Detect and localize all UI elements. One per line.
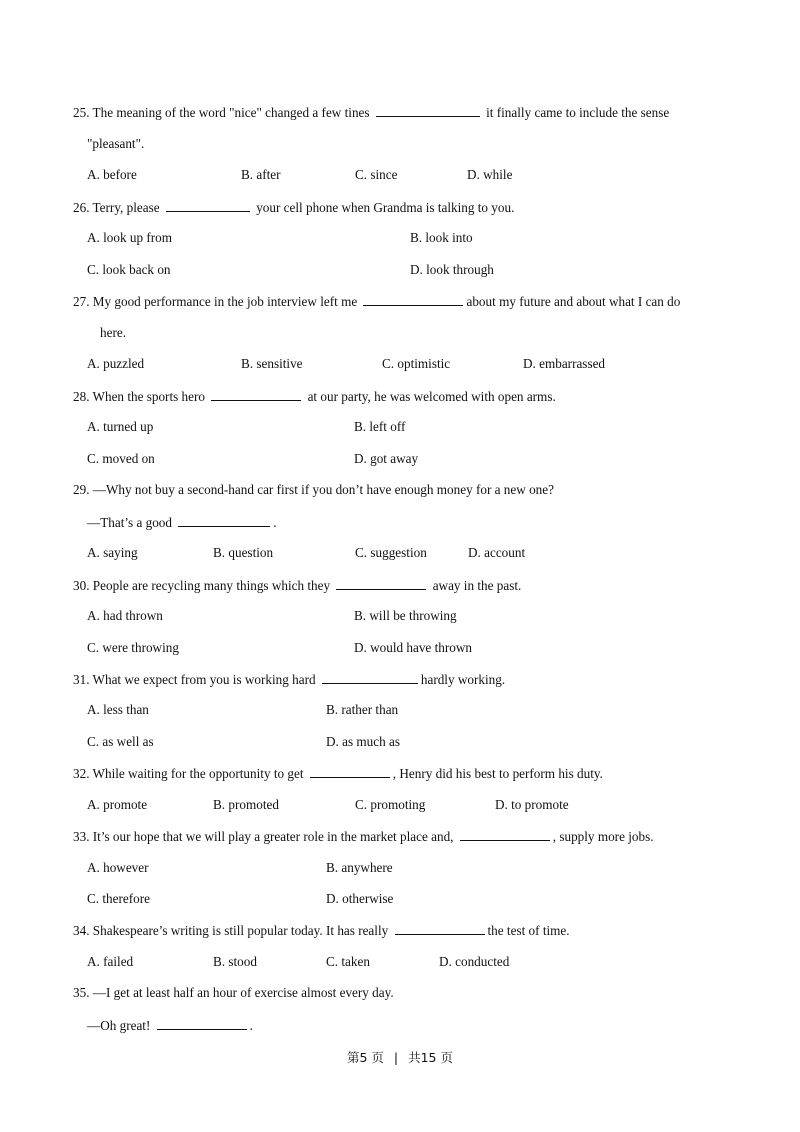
question-30-stem: 30. People are recycling many things which they away in the past. [73, 578, 522, 593]
question-35-stem: 35. —I get at least half an hour of exercise almost every day. [73, 985, 394, 1000]
page-total: 共15 页 [408, 1050, 453, 1065]
footer-separator: | [393, 1050, 399, 1065]
option-c: C. optimistic [382, 356, 451, 371]
question-29-stem: 29. —Why not buy a second-hand car first if you don’t have enough money for a new one? [73, 482, 554, 497]
option-d: D. while [467, 167, 513, 182]
option-b: B. will be throwing [354, 608, 457, 623]
answer-blank [336, 577, 426, 590]
option-d: D. account [468, 545, 526, 560]
option-a: A. before [87, 167, 137, 182]
option-d: D. to promote [495, 797, 569, 812]
option-c: C. suggestion [355, 545, 427, 560]
option-c: C. since [355, 167, 398, 182]
answer-blank [166, 199, 250, 212]
option-c: C. look back on [87, 262, 171, 277]
answer-blank [157, 1017, 247, 1030]
option-b: B. promoted [213, 797, 279, 812]
page-footer [0, 1048, 800, 1066]
option-d: D. otherwise [326, 891, 394, 906]
option-c: C. taken [326, 954, 370, 969]
option-b: B. question [213, 545, 274, 560]
answer-blank [211, 388, 301, 401]
option-b: B. look into [410, 230, 473, 245]
question-27-stem: 27. My good performance in the job interview left me about my future and about what I can do [73, 294, 681, 309]
option-d: D. would have thrown [354, 640, 472, 655]
question-26-stem: 26. Terry, please your cell phone when Grandma is talking to you. [73, 200, 515, 215]
question-25-stem-cont: "pleasant". [87, 136, 145, 151]
answer-blank [178, 514, 270, 527]
option-a: A. look up from [87, 230, 172, 245]
option-b: B. stood [213, 954, 257, 969]
page-number: 第5 页 [346, 1050, 384, 1065]
answer-blank [460, 828, 550, 841]
option-c: C. promoting [355, 797, 426, 812]
question-28-stem: 28. When the sports hero at our party, he was welcomed with open arms. [73, 389, 556, 404]
option-d: D. as much as [326, 734, 400, 749]
option-b: B. rather than [326, 702, 399, 717]
question-25-stem: 25. The meaning of the word "nice" changed a few tines it finally came to include the sense [73, 105, 670, 120]
answer-blank [395, 922, 485, 935]
option-d: D. embarrassed [523, 356, 606, 371]
option-a: A. puzzled [87, 356, 145, 371]
option-d: D. conducted [439, 954, 510, 969]
option-c: C. therefore [87, 891, 150, 906]
option-d: D. got away [354, 451, 419, 466]
option-c: C. as well as [87, 734, 154, 749]
option-b: B. sensitive [241, 356, 303, 371]
answer-blank [363, 293, 463, 306]
option-b: B. after [241, 167, 281, 182]
question-34-stem: 34. Shakespeare’s writing is still popular today. It has really the test of time. [73, 923, 570, 938]
answer-blank [310, 765, 390, 778]
option-a: A. failed [87, 954, 134, 969]
answer-blank [322, 671, 418, 684]
question-35-stem-cont: —Oh great! . [87, 1018, 253, 1033]
option-a: A. saying [87, 545, 138, 560]
option-a: A. turned up [87, 419, 154, 434]
answer-blank [376, 104, 480, 117]
question-29-stem-cont: —That’s a good . [87, 515, 277, 530]
question-31-stem: 31. What we expect from you is working hard hardly working. [73, 672, 506, 687]
question-27-stem-cont: here. [100, 325, 126, 340]
option-b: B. left off [354, 419, 406, 434]
option-a: A. less than [87, 702, 149, 717]
option-b: B. anywhere [326, 860, 393, 875]
option-d: D. look through [410, 262, 494, 277]
option-c: C. moved on [87, 451, 155, 466]
option-a: A. however [87, 860, 149, 875]
question-33-stem: 33. It’s our hope that we will play a greater role in the market place and, , supply more jobs. [73, 829, 654, 844]
option-a: A. had thrown [87, 608, 163, 623]
option-c: C. were throwing [87, 640, 179, 655]
option-a: A. promote [87, 797, 148, 812]
question-32-stem: 32. While waiting for the opportunity to get , Henry did his best to perform his duty. [73, 766, 603, 781]
